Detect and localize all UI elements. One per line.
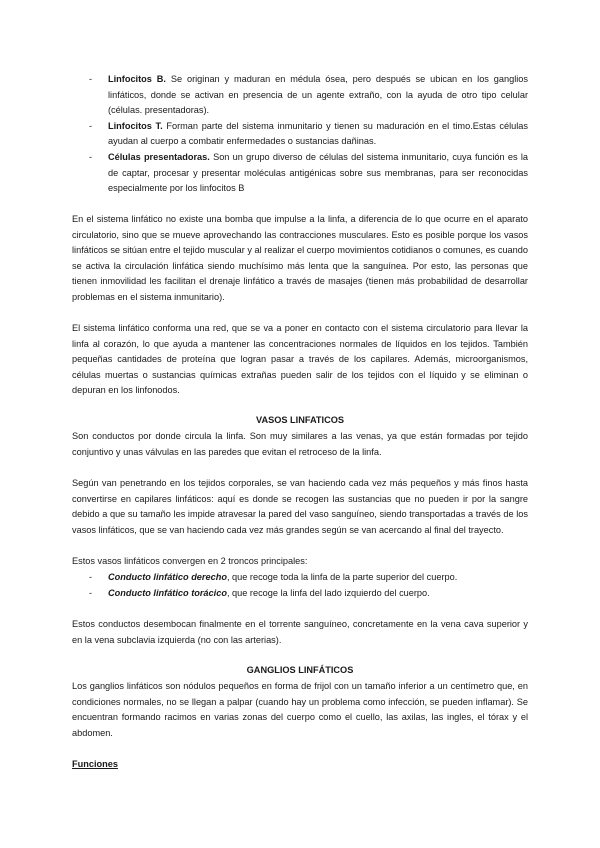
list-item-term: Conducto linfático derecho [108,572,227,582]
list-item-text: Forman parte del sistema inmunitario y tienen su maduración en el timo.Estas células ayudan al cuerpo a combatir enfermedades o sustancias dañinas. [108,120,528,147]
paragraph: Estos conductos desembocan finalmente en el torrente sanguíneo, concretamente en la vena cava superior y en la vena subclavia izquierda (no con las arterias). [72,619,528,645]
dash-bullet: - [89,572,93,582]
list-item-text: Se originan y maduran en médula ósea, pero después se ubican en los ganglios linfáticos, donde se activan en presencia de un agente extraño, con la ayuda de otro tipo celular (células. presentadoras). [108,74,528,116]
list-item [72,72,528,119]
list-item-term: Conducto linfático torácico [108,587,227,598]
list-item [72,570,528,586]
funciones-heading [72,757,528,773]
paragraph: Son conductos por donde circula la linfa. Son muy similares a las venas, ya que están formadas por tejido conjuntivo y unas válvulas en las paredes que evitan el retroceso de la linfa. [72,431,528,457]
paragraph: Según van penetrando en los tejidos corporales, se van haciendo cada vez más pequeños y más finos hasta convertirse en capilares linfáticos: aquí es donde se recogen las sustancias que no pueden ir por la sangre debido a que su tamaño les impide atravesar la pared del vaso sanguíneo, siendo transportadas a través de los vasos linfáticos, que se van haciendo cada vez más grandes según se van acercando al final del trayecto. [72,478,528,535]
list-item [72,150,528,197]
dash-bullet: - [89,151,93,162]
paragraph: Estos vasos linfáticos convergen en 2 troncos principales: [72,556,308,566]
paragraph: Los ganglios linfáticos son nódulos pequeños en forma de frijol con un tamaño inferior a un centímetro que, en condiciones normales, no se llegan a palpar (cuando hay un problema como infección, se pueden inflamar). Se encuentran formando racimos en varias zonas del cuerpo como el cuello, las axilas, las ingles, el tórax y el abdomen. [72,681,528,738]
dash-bullet: - [89,120,93,131]
section-heading-ganglios: GANGLIOS LINFÁTICOS [246,665,354,675]
paragraph: En el sistema linfático no existe una bomba que impulse a la linfa, a diferencia de lo que ocurre en el aparato circulatorio, sino que se mueve aprovechando las contracciones musculares. Esto es posible porque los vasos linfáticos se sitúan entre el tejido muscular y al realizar el cuerpo movimientos cotidianos o comunes, es cuando se activa la circulación linfática siendo muchísimo más lenta que la sanguínea. Por esto, las personas que tienen inmovilidad les facilitan el drenaje linfático a través de masajes (tienen más probabilidad de desarrollar problemas en el sistema inmunitario). [72,214,528,302]
conductos-list [72,570,528,601]
section-heading-vasos: VASOS LINFATICOS [256,415,344,425]
list-item-text: , que recoge la linfa del lado izquierdo del cuerpo. [226,587,430,598]
dash-bullet: - [89,74,93,84]
list-item-text: , que recoge toda la linfa de la parte superior del cuerpo. [226,572,458,582]
list-item-term: Células presentadoras. [108,151,210,162]
dash-bullet: - [89,587,93,598]
paragraph: El sistema linfático conforma una red, que se va a poner en contacto con el sistema circulatorio para llevar la linfa al corazón, lo que ayuda a mantener las concentraciones normales de líquidos en los tejidos. También pequeñas cantidades de proteína que logran pasar a través de los capilares. Además, microorganismos, células muertas o sustancias químicas extrañas pueden salir de los tejidos con el líquido y se eliminan o depuran en los linfonodos. [72,323,528,396]
cell-types-list [72,72,528,197]
list-item-text: Son un grupo diverso de células del sistema inmunitario, cuya función es la de captar, procesar y presentar moléculas antigénicas sobre sus membranas, para ser reconocidas especialmente por los linfocitos B [108,151,528,194]
funciones-label: Funciones [72,759,118,769]
list-item-term: Linfocitos B. [108,74,166,84]
list-item-term: Linfocitos T. [108,120,163,131]
list-item [72,119,528,150]
list-item [72,586,528,602]
